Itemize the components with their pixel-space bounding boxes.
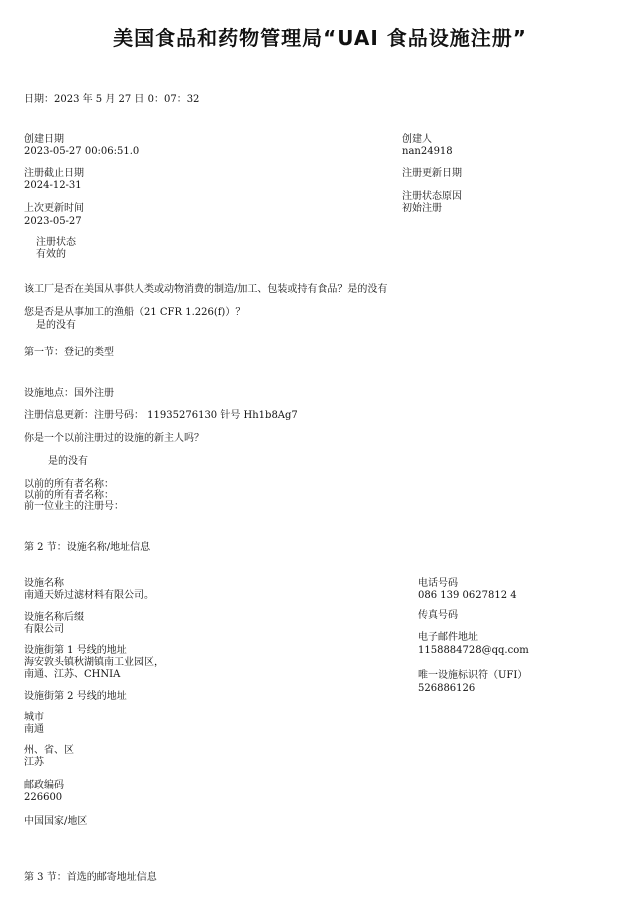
facility-location: 设施地点：国外注册 [24, 388, 114, 399]
registration-update: 注册信息更新：注册号码： 11935276130 针号 Hh1b8Ag7 [24, 410, 298, 421]
status-reason-label: 注册状态原因 [402, 191, 462, 202]
city-value: 南通 [24, 724, 44, 735]
renewal-date-label: 注册更新日期 [402, 168, 462, 179]
creator-value: nan24918 [402, 146, 453, 157]
phone-value: 086 139 0627812 4 [418, 590, 517, 601]
section-1-heading: 第一节：登记的类型 [24, 347, 114, 358]
ufi-label: 唯一设施标识符（UFI） [418, 670, 528, 681]
postal-code-value: 226600 [24, 792, 63, 803]
street-1-label: 设施街第 1 号线的地址 [24, 645, 127, 656]
previous-owner-reg-no: 前一位业主的注册号： [24, 501, 124, 512]
expiry-value: 2024-12-31 [24, 180, 82, 191]
state-value: 江苏 [24, 757, 44, 768]
last-update-label: 上次更新时间 [24, 203, 84, 214]
fax-label: 传真号码 [418, 610, 458, 621]
name-suffix-value: 有限公司 [24, 624, 64, 635]
postal-code-label: 邮政编码 [24, 780, 64, 791]
creator-label: 创建人 [402, 134, 432, 145]
fishing-vessel-answer: 是的没有 [36, 320, 76, 331]
ufi-value: 526886126 [418, 683, 476, 694]
fishing-vessel-question: 您是否是从事加工的渔船（21 CFR 1.226(f)）？ [24, 307, 246, 318]
section-2-heading: 第 2 节：设施名称/地址信息 [24, 542, 151, 553]
facility-name-label: 设施名称 [24, 578, 64, 589]
city-label: 城市 [24, 712, 44, 723]
status-reason-value: 初始注册 [402, 203, 442, 214]
new-owner-answer: 是的没有 [48, 456, 88, 467]
previous-owner-name-1: 以前的所有者名称： [24, 479, 114, 490]
section-3-heading: 第 3 节：首选的邮寄地址信息 [24, 872, 157, 883]
phone-label: 电话号码 [418, 578, 458, 589]
state-label: 州、省、区 [24, 745, 74, 756]
email-value: 1158884728@qq.com [418, 645, 529, 656]
status-value: 有效的 [36, 249, 66, 260]
street-2-label: 设施街第 2 号线的地址 [24, 691, 127, 702]
expiry-label: 注册截止日期 [24, 168, 84, 179]
facility-name-value: 南通天娇过滤材料有限公司。 [24, 590, 154, 601]
document-title: 美国食品和药物管理局“UAI 食品设施注册” [113, 26, 527, 50]
street-1-line-b: 南通、江苏、CHNIA [24, 669, 121, 680]
previous-owner-name-2: 以前的所有者名称： [24, 490, 114, 501]
country-label: 中国国家/地区 [24, 816, 88, 827]
last-update-value: 2023-05-27 [24, 216, 82, 227]
report-date: 日期：2023 年 5 月 27 日 0：07：32 [24, 94, 200, 105]
email-label: 电子邮件地址 [418, 632, 478, 643]
street-1-line-a: 海安敦头镇秋湖镇南工业园区， [24, 657, 164, 668]
created-date-value: 2023-05-27 00:06:51.0 [24, 146, 140, 157]
new-owner-question: 你是一个以前注册过的设施的新主人吗？ [24, 433, 204, 444]
food-facility-question: 该工厂是否在美国从事供人类或动物消费的制造/加工、包装或持有食品？是的没有 [24, 284, 388, 295]
name-suffix-label: 设施名称后缀 [24, 612, 84, 623]
status-label: 注册状态 [36, 237, 76, 248]
created-date-label: 创建日期 [24, 134, 64, 145]
